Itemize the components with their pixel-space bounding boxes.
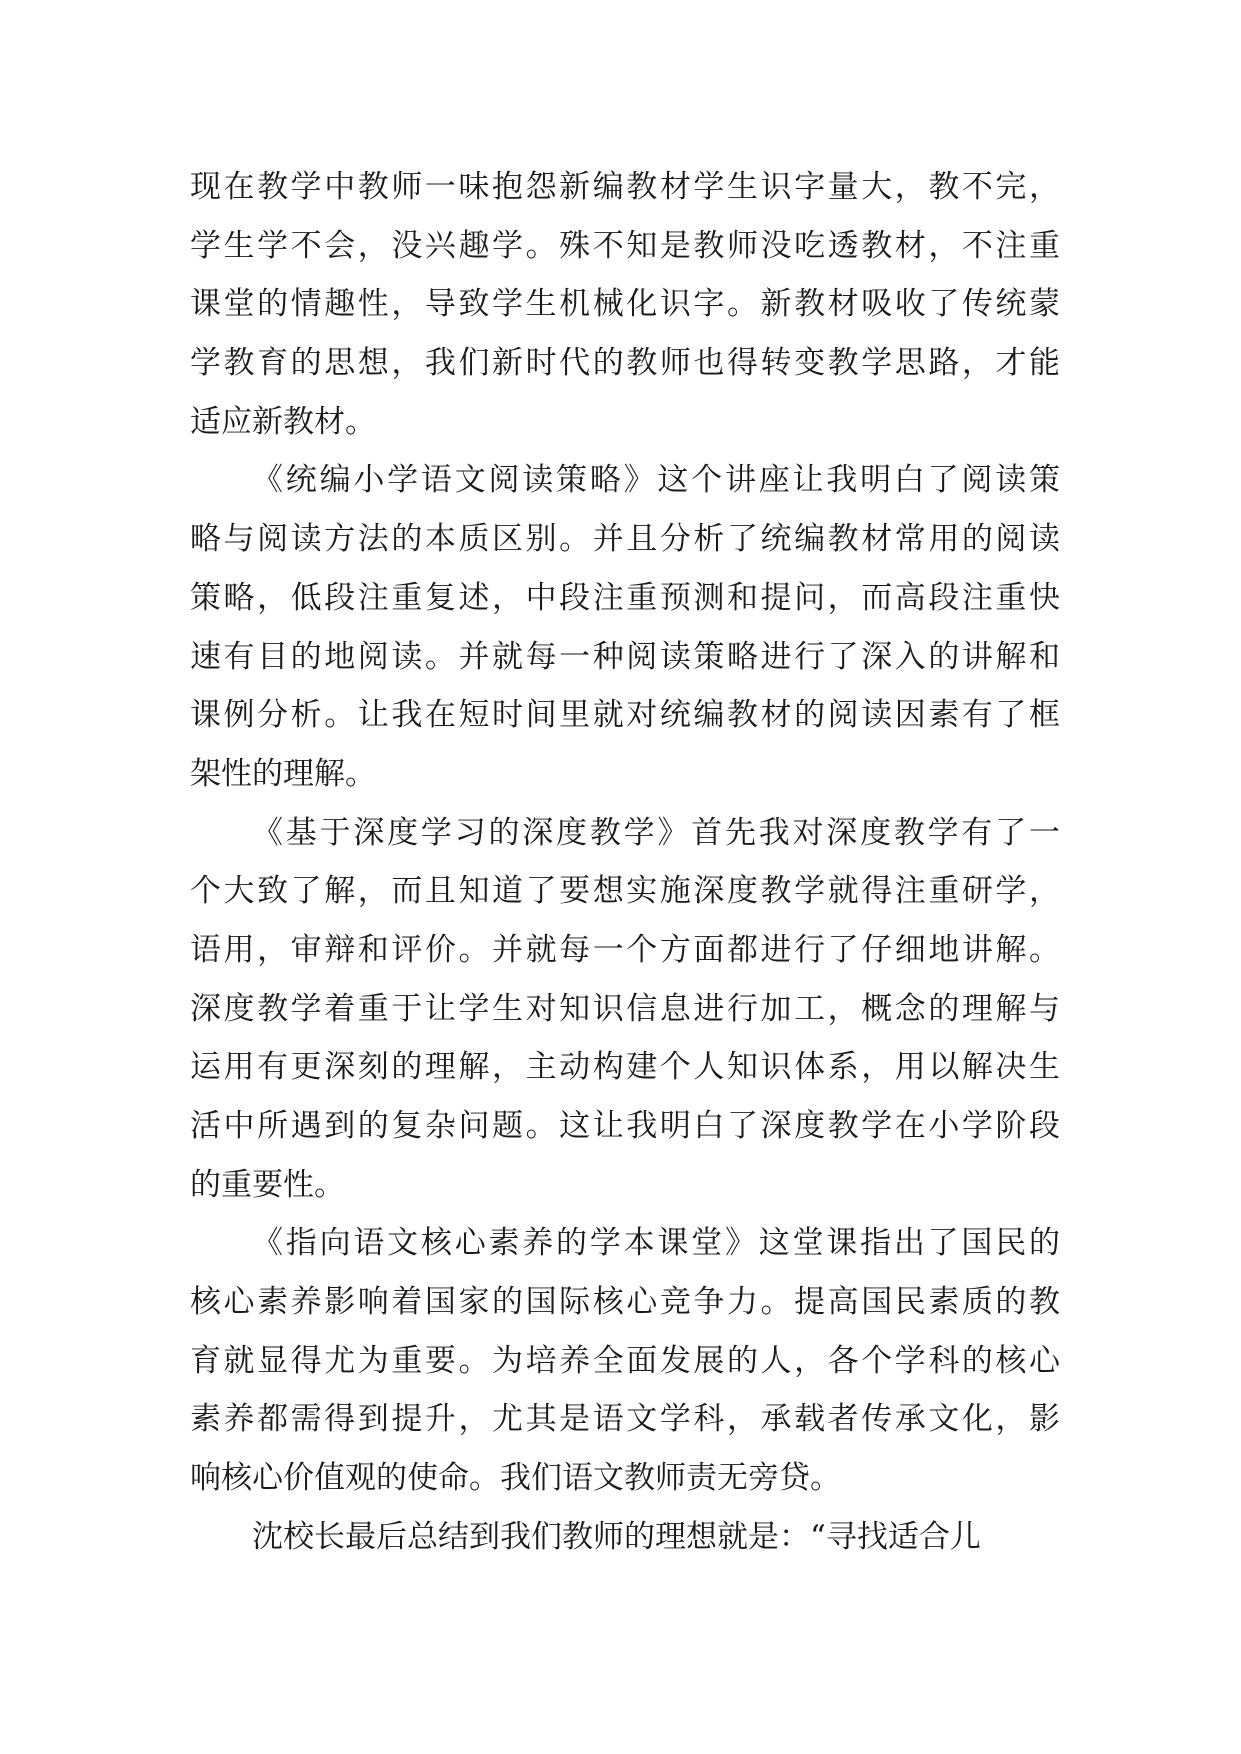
text-line: 活中所遇到的复杂问题。这让我明白了深度教学在小学阶段 — [190, 1108, 1060, 1144]
text-line: 育就显得尤为重要。为培养全面发展的人，各个学科的核心 — [190, 1342, 1060, 1379]
paragraph — [190, 804, 1060, 1215]
paragraph — [190, 1214, 1060, 1507]
text-line: 《基于深度学习的深度教学》首先我对深度教学有了一 — [252, 814, 1060, 851]
text-line: 沈校长最后总结到我们教师的理想就是：“寻找适合儿 — [252, 1518, 981, 1555]
text-line: 现在教学中教师一味抱怨新编教材学生识字量大，教不完， — [190, 169, 1060, 205]
text-line: 课堂的情趣性，导致学生机械化识字。新教材吸收了传统蒙 — [190, 286, 1060, 323]
text-line: 响核心价值观的使命。我们语文教师责无旁贷。 — [190, 1460, 841, 1497]
text-line: 语用，审辩和评价。并就每一个方面都进行了仔细地讲解。 — [190, 931, 1060, 968]
text-line: 素养都需得到提升，尤其是语文学科，承载者传承文化，影 — [190, 1401, 1060, 1438]
text-line: 个大致了解，而且知道了要想实施深度教学就得注重研学， — [190, 873, 1060, 910]
paragraph — [190, 451, 1060, 803]
text-line: 《统编小学语文阅读策略》这个讲座让我明白了阅读策 — [252, 462, 1060, 499]
document-body — [190, 158, 1060, 1567]
text-line: 课例分析。让我在短时间里就对统编教材的阅读因素有了框 — [190, 697, 1060, 734]
text-line: 运用有更深刻的理解，主动构建个人知识体系，用以解决生 — [190, 1049, 1060, 1086]
text-line: 核心素养影响着国家的国际核心竞争力。提高国民素质的教 — [190, 1284, 1060, 1321]
text-line: 适应新教材。 — [190, 403, 376, 440]
text-line: 深度教学着重于让学生对知识信息进行加工，概念的理解与 — [190, 990, 1060, 1027]
paragraph — [190, 158, 1060, 451]
text-line: 策略，低段注重复述，中段注重预测和提问，而高段注重快 — [190, 579, 1060, 616]
text-line: 速有目的地阅读。并就每一种阅读策略进行了深入的讲解和 — [190, 638, 1060, 675]
text-line: 《指向语文核心素养的学本课堂》这堂课指出了国民的 — [252, 1225, 1060, 1262]
text-line: 学教育的思想，我们新时代的教师也得转变教学思路，才能 — [190, 345, 1060, 382]
text-line: 架性的理解。 — [190, 755, 376, 792]
paragraph — [190, 1508, 1060, 1567]
text-line: 学生学不会，没兴趣学。殊不知是教师没吃透教材，不注重 — [190, 227, 1060, 264]
text-line: 的重要性。 — [190, 1166, 345, 1203]
text-line: 略与阅读方法的本质区别。并且分析了统编教材常用的阅读 — [190, 521, 1060, 558]
